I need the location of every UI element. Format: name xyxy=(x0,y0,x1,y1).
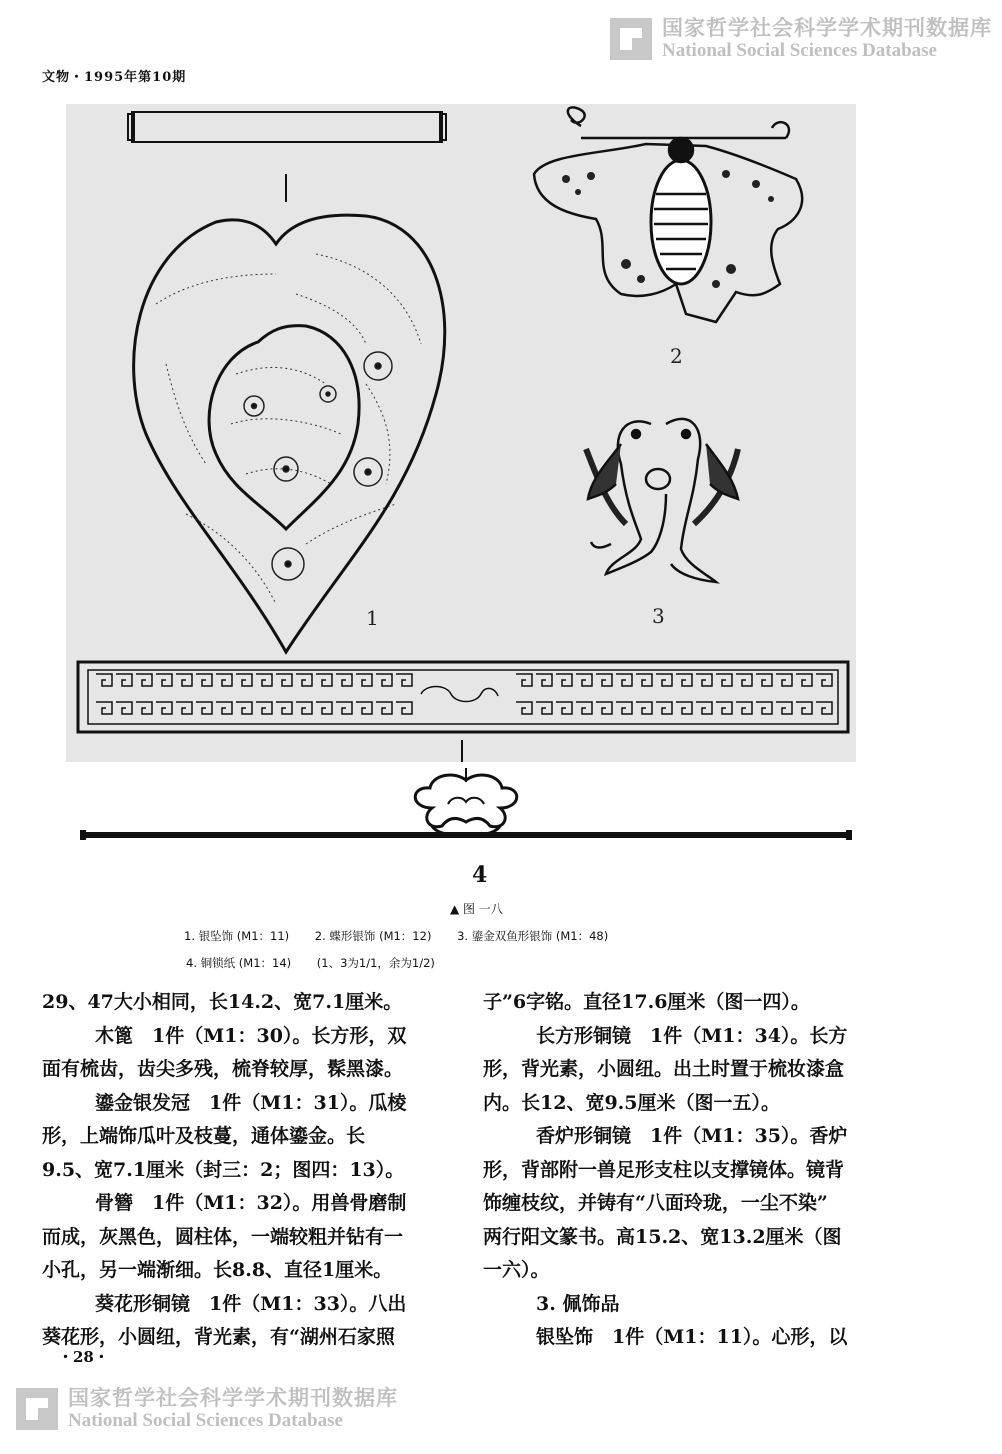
body-text-line: 木篦 1件（M1：30）。长方形，双 xyxy=(95,1024,407,1047)
watermark-bottom xyxy=(14,1386,398,1432)
body-text-line: 形，背部附一兽足形支柱以支撑镜体。镜背 xyxy=(483,1158,845,1181)
body-text-line: 银坠饰 1件（M1：11）。心形，以 xyxy=(536,1326,848,1348)
body-column-right xyxy=(483,986,895,1355)
body-column-left xyxy=(42,986,454,1355)
body-text-line: 葵花形，小圆纽，背光素，有“湖州石家照 xyxy=(42,1326,395,1348)
figure-illustration xyxy=(66,104,856,762)
lock-bar-drawing xyxy=(80,768,852,864)
body-text-line: 骨簪 1件（M1：32）。用兽骨磨制 xyxy=(95,1192,407,1214)
caption-item: 4. 铜锁纸 (M1：14) xyxy=(186,956,292,970)
watermark-en: National Social Sciences Database xyxy=(662,40,937,62)
double-fish-ornament-drawing xyxy=(586,419,738,582)
body-text-line: 9.5、宽7.1厘米（封三：2；图四：13）。 xyxy=(42,1158,405,1181)
lock-strip-drawing xyxy=(78,662,848,762)
figure-label-4: 4 xyxy=(472,862,488,888)
database-logo-icon xyxy=(14,1386,60,1432)
butterfly-ornament-drawing xyxy=(534,107,802,322)
watermark-en: National Social Sciences Database xyxy=(68,1410,343,1432)
figure-label-3: 3 xyxy=(652,604,665,628)
figure-caption-line-1 xyxy=(184,928,630,944)
body-text-line: 两行阳文篆书。高15.2、宽13.2厘米（图 xyxy=(483,1225,842,1248)
figure-label-2: 2 xyxy=(670,344,683,368)
page-number: ・28・ xyxy=(58,1348,109,1366)
body-text-line: 鎏金银发冠 1件（M1：31）。瓜棱 xyxy=(95,1091,407,1114)
body-text-line: 饰缠枝纹，并铸有“八面玲珑，一尘不染” xyxy=(483,1192,828,1214)
bar-ornament xyxy=(128,112,446,202)
body-text-line: 3. 佩饰品 xyxy=(536,1292,620,1315)
watermark-cn: 国家哲学社会科学学术期刊数据库 xyxy=(662,16,992,40)
database-logo-icon xyxy=(608,16,654,62)
figure-caption-line-2 xyxy=(186,955,457,971)
body-text-line: 一六）。 xyxy=(483,1259,550,1281)
watermark-cn: 国家哲学社会科学学术期刊数据库 xyxy=(68,1386,398,1410)
figure-plate xyxy=(66,104,856,762)
body-text-line: 香炉形铜镜 1件（M1：35）。香炉 xyxy=(536,1125,848,1147)
body-text-line: 形，背光素，小圆纽。出土时置于梳妆漆盒 xyxy=(483,1058,845,1080)
heart-pendant-drawing xyxy=(134,215,445,652)
body-text-line: 葵花形铜镜 1件（M1：33）。八出 xyxy=(95,1292,407,1315)
caption-item: (1、3为1/1，余为1/2) xyxy=(316,956,435,970)
watermark-top xyxy=(608,16,992,62)
body-text-line: 长方形铜镜 1件（M1：34）。长方 xyxy=(536,1024,848,1047)
figure-title: ▲ 图 一八 xyxy=(450,902,503,916)
body-text-line: 内。长12、宽9.5厘米（图一五）。 xyxy=(483,1091,780,1114)
body-text-line: 29、47大小相同，长14.2、宽7.1厘米。 xyxy=(42,991,403,1013)
caption-item: 2. 蝶形银饰 (M1：12) xyxy=(314,929,432,943)
caption-item: 3. 鎏金双鱼形银饰 (M1：48) xyxy=(457,929,609,943)
body-text-line: 子”6字铭。直径17.6厘米（图一四）。 xyxy=(483,991,810,1013)
running-head: 文物・1995年第10期 xyxy=(42,70,187,85)
body-text-line: 形，上端饰瓜叶及枝蔓，通体鎏金。长 xyxy=(42,1125,366,1147)
body-text-line: 小孔，另一端渐细。长8.8、直径1厘米。 xyxy=(42,1259,393,1281)
caption-item: 1. 银坠饰 (M1：11) xyxy=(184,929,290,943)
figure-label-1: 1 xyxy=(366,606,379,630)
body-text-line: 面有梳齿，齿尖多残，梳脊较厚，髹黑漆。 xyxy=(42,1058,404,1080)
body-text-line: 而成，灰黑色，圆柱体，一端较粗并钻有一 xyxy=(42,1225,404,1248)
